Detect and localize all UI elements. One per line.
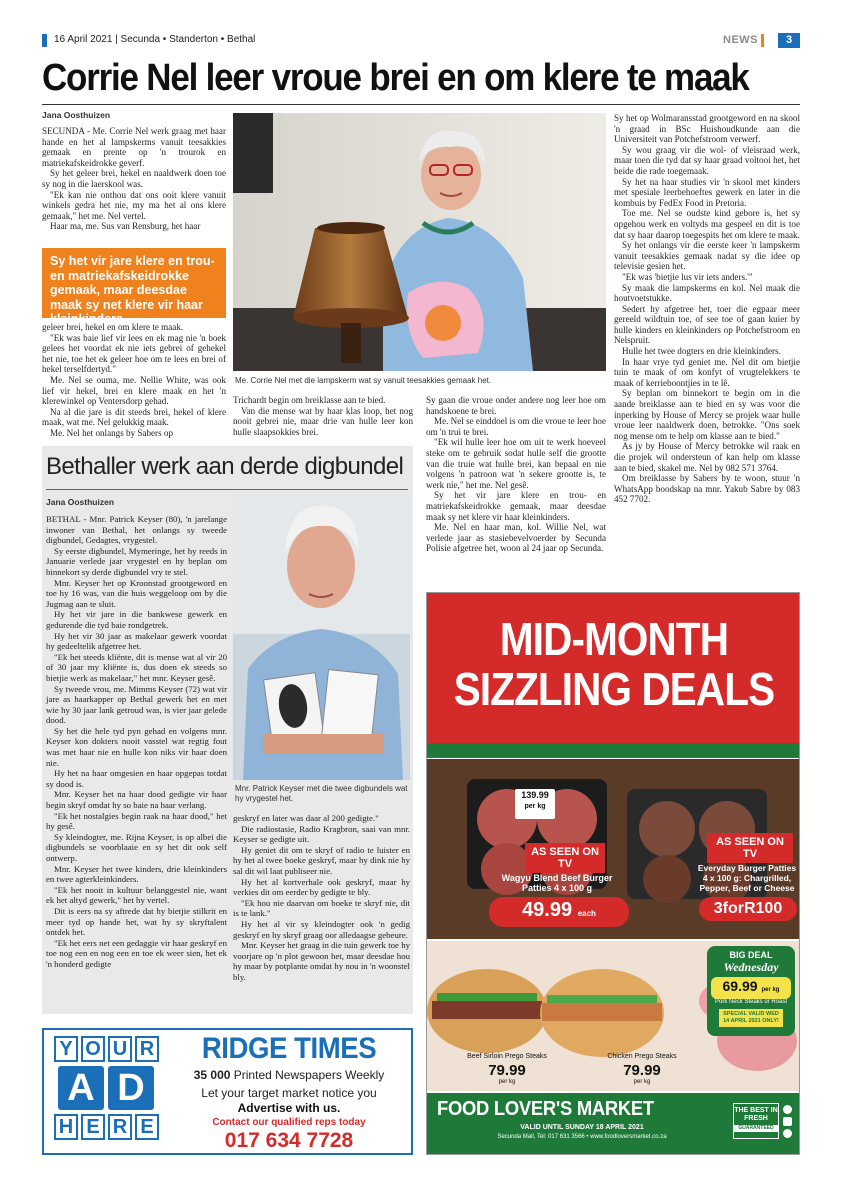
deal1-label-unit: per kg — [524, 803, 546, 810]
deal3-price: 79.99 — [488, 1062, 526, 1079]
main-col2-under-photo — [233, 395, 413, 437]
main-col1-top — [42, 126, 226, 232]
paragraph: Hy het vir 30 jaar as makelaar gewerk voordat hy gedeeltelik afgetree het. — [46, 630, 227, 652]
paragraph: Sy maak die lampskerms en kol. Nel maak die houtvoetstukke. — [614, 282, 800, 304]
instagram-icon[interactable] — [783, 1117, 792, 1126]
paragraph: "Ek het nostalgies begin raak na haar dood," het hy gesê. — [46, 810, 227, 832]
paragraph: Me. Nel se ouma, me. Nellie White, was ook lief vir hekel, brei en klere maak en het 'n klerewinkel op Ventersdorp gehad. — [42, 374, 226, 407]
valid-until: VALID UNTIL SUNDAY 18 APRIL 2021 — [520, 1124, 644, 1131]
paragraph: Me. Nel se einddoel is om die vroue te leer hoe om 'n trui te brei. — [426, 416, 606, 437]
deal4-price: 79.99 — [623, 1062, 661, 1079]
paragraph: Sy beplan om binnekort te begin om in die aande breiklasse aan te bied en sy was voor die inperking by House of Mercy se projek waar hulle vroue leer naaldwerk doen, betrokke. "Ons soek nog mense om te help om klasse aan te bied." — [614, 388, 800, 441]
paragraph: Hy geniet dit om te skryf of radio te luister en hy het al twee boeke geskryf, maar hy dink nie hy sal dit wil laat publiseer nie. — [233, 844, 410, 876]
twitter-icon[interactable] — [783, 1129, 792, 1138]
paragraph: "Ek het steeds kliënte, dit is mense wat al vir 20 of 30 jaar my kliënte is, dus doen ek steeds so bietjie werk as makelaar," het mnr. Keyser gesê. — [46, 651, 227, 683]
paragraph: Sy het op Wolmaransstad grootgeword en na skool 'n graad in BSc Huishoudkunde aan die Universiteit van Potchefstroom verwerf. — [614, 113, 800, 145]
header-accent-bar — [42, 34, 47, 47]
ridge-times-title: RIDGE TIMES — [201, 1032, 377, 1065]
header-orange-mark — [761, 34, 764, 47]
second-headline: Bethaller werk aan derde digbundel — [46, 453, 404, 480]
ridge-times-ad[interactable] — [42, 1028, 413, 1155]
badge-sub: GUARANTEED — [734, 1125, 778, 1132]
paragraph: Me. Nel en haar man, kol. Willie Nel, wat verlede jaar as stasiebevelvoerder by Secunda Polisie afgetree het, woon al 24 jaar op Secunda. — [426, 522, 606, 554]
ad-phone[interactable]: 017 634 7728 — [224, 1129, 354, 1152]
big-deal-price: 69.99 — [722, 978, 758, 994]
paragraph: Die radiostasie, Radio Kragbron, saai van mnr. Keyser se gedigte uit. — [233, 823, 410, 845]
your-ad-here-tiles — [54, 1036, 164, 1148]
main-photo-caption: Me. Corrie Nel met die lampskerm wat sy vanuit teesakkies gemaak het. — [235, 376, 492, 385]
paragraph: Trichardt begin om breiklasse aan te bied. — [233, 395, 386, 405]
deal1-price-badge — [489, 897, 629, 927]
main-col3-under-photo — [426, 395, 606, 554]
paragraph: geskryf en later was daar al 200 gedigte." — [233, 813, 379, 823]
store-line: Secunda Mall, Tel: 017 631 3566 • www.foodloversmarket.co.za — [497, 1134, 667, 1140]
paragraph: Hy het al vir sy kleindogter ook 'n gedig geskryf en hy skryf graag oor alledaagse gebeure. — [233, 918, 410, 940]
deal3-unit: per kg — [498, 1079, 516, 1085]
paragraph: Sy kleindogter, me. Rijna Keyser, is op albei die digbundels se voorblaaie en sy het dit ook self ontwerp. — [46, 831, 227, 863]
ad-line1: Let your target market notice you — [201, 1086, 377, 1100]
letter-tile: E — [135, 1114, 159, 1140]
ad-line2: Advertise with us. — [237, 1101, 341, 1115]
deal1-price: 49.99 — [522, 899, 573, 921]
paragraph: Sy wou graag vir die wol- of vleisraad werk, maar toen die tyd dat sy haar graad voltooi het, het beide die rade toegemaak. — [614, 144, 800, 176]
big-deal-unit: per kg — [761, 987, 780, 993]
as-seen-on-tv-1: AS SEEN ON TV — [525, 843, 605, 873]
social-icons — [783, 1105, 795, 1145]
paragraph: Na al die jare is dit steeds brei, hekel of klere maak, wat me. Nel gelukkig maak. — [42, 406, 226, 428]
paragraph: Me. Nel het onlangs by Sabers op — [50, 427, 173, 438]
paragraph: As jy by House of Mercy betrokke wil raak en die projek wil ondersteun of kan help om klasse aan te bied, skakel me. Nel by 082 571 3764. — [614, 441, 800, 473]
paragraph: Hy het na haar omgesien en haar opgepas totdat sy dood is. — [46, 768, 227, 789]
deal3-title: Beef Sirloin Prego Steaks — [467, 1053, 547, 1060]
paragraph: Hy het al kortverhale ook geskryf, maar hy verkies dit om eerder by gedigte te bly. — [233, 876, 410, 898]
deal1-unit: each — [577, 909, 596, 918]
pull-quote: Sy het vir jare klere en trou- en matriekafskeidrokke gemaak, maar deesdae maak sy net klere vir haar kleinkinders — [42, 248, 226, 318]
letter-tile: U — [108, 1036, 132, 1062]
headline-rule — [42, 104, 800, 105]
paragraph: "Ek was 'bietjie lus vir iets anders.'" — [622, 271, 753, 282]
brand-name: FOOD LOVER'S MARKET — [437, 1098, 654, 1120]
main-col1-bottom — [42, 322, 226, 439]
paragraph: Om breiklasse by Sabers by te woon, stuur 'n WhatsApp boodskap na mnr. Yakub Sabre by 083 452 7702. — [614, 473, 800, 505]
ad-green-stripe — [427, 743, 800, 757]
big-deal-item: Pork Neck Steaks or Roast — [714, 999, 788, 1005]
paragraph: SECUNDA - Me. Corrie Nel werk graag met haar hande en het al lampskerms vanuit teesakkies gemaak en prente op 'n trourok en matriekafskeidrokke geverf. — [42, 126, 226, 168]
paragraph: "Ek hou nie daarvan om boeke te skryf nie, dit is te lank." — [233, 897, 410, 919]
paragraph: BETHAL - Mnr. Patrick Keyser (80), 'n jarelange inwoner van Bethal, het onlangs sy tweede digbundel, Gedagtes, vrygestel. — [46, 514, 227, 546]
second-headline-rule — [46, 489, 408, 490]
paragraph: Sy het die hele tyd pyn gehad en volgens mnr. Keyser kon dokters nooit vasstel wat regtig fout was met haar nie en hulle kon niks vir haar doen nie. — [46, 725, 227, 768]
circulation-number: 35 000 — [193, 1068, 231, 1082]
ad-line3: Contact our qualified reps today — [212, 1117, 366, 1128]
paragraph: Sy het onlangs vir die eerste keer 'n lampskerm vanuit teesakkies gemaak nadat sy die idee op televisie gesien het. — [614, 240, 800, 272]
photo-illustration — [233, 113, 606, 371]
paragraph: Toe me. Nel se oudste kind gebore is, het sy opgehou werk en voltyds ma gespeel en dit is toe dat sy haar daarop toegespits het om klere te maak. — [614, 208, 800, 240]
tiles-row — [54, 1036, 164, 1062]
paragraph: "Ek was baie lief vir lees en ek mag nie 'n boek gelees het voordat ek nie iets gebrei of gehekel het nie, toe het ek geleer hoe om te lees en brei of hekel terselfdertyd." — [42, 332, 226, 375]
paragraph: Sy het vir jare klere en trou- en matriekafskeidrokke gemaak, maar deesdae maak sy net klere vir haar kleinkinders. — [426, 490, 606, 522]
date-line: 16 April 2021 | Secunda • Standerton • Bethal — [54, 34, 256, 45]
paragraph: Van die mense wat by haar klas loop, het nog nooit gebrei nie, maar drie van hulle leer kon hulle slaapsokkies brei. — [233, 405, 413, 437]
page-number: 3 — [778, 33, 800, 48]
paragraph: Sy eerste digbundel, Mymeringe, het hy reeds in Januarie verlede jaar vrygestel en hy beplan om binnekort sy derde digbundel vry te stel. — [46, 545, 227, 577]
paragraph: "Ek kan nie onthou dat ons ooit klere vanuit winkels gedra het nie, my ma het al ons klere gemaak," het me. Nel vertel. — [42, 189, 226, 221]
section-label: NEWS — [723, 34, 758, 46]
big-deal-price-badge — [711, 977, 791, 999]
letter-tile: Y — [54, 1036, 78, 1062]
paragraph: In haar vrye tyd geniet me. Nel dit om bietjie tuin te maak of om konfyt of vrugtelekkers te maak of kerrieboontjies in te lê. — [614, 356, 800, 388]
deal1-name: Wagyu Blend Beef Burger Patties 4 x 100 g — [501, 873, 613, 893]
page-header — [42, 34, 800, 48]
paragraph: "Ek wil hulle leer hoe om uit te werk hoeveel steke om te gebruik sodat hulle self die grootte van die truie wat hulle brei, kan bepaal en nie volgens 'n patroon wat 'n sekere grootte is, te werk nie," het me. Nel gesê. — [426, 437, 606, 490]
paragraph: Hulle het twee dogters en drie kleinkinders. — [622, 346, 781, 357]
paragraph: Hy het vir jare in die bankwese gewerk en gedurende die tyd baie rondgetrek. — [46, 609, 227, 630]
paragraph: Haar ma, me. Sus van Rensburg, het haar — [50, 221, 201, 232]
letter-tile: H — [54, 1114, 78, 1140]
paragraph: Sy gaan die vroue onder andere nog leer hoe om handskoene te brei. — [426, 395, 606, 416]
facebook-icon[interactable] — [783, 1105, 792, 1114]
big-deal-valid: SPECIAL VALID WED 14 APRIL 2021 ONLY! — [719, 1009, 783, 1027]
second-col1 — [46, 514, 227, 970]
main-col4 — [614, 113, 800, 505]
letter-tile: O — [81, 1036, 105, 1062]
ad-headline-1: MID-MONTH — [499, 613, 729, 665]
letter-tile-big: A — [58, 1066, 104, 1110]
paragraph: Mnr. Keyser het na haar dood gedigte vir haar begin skryf omdat hy so baie na haar verlang. — [46, 789, 227, 811]
paragraph: Sedert hy afgetree het, toer die egpaar meer gereeld wildtuin toe, of see toe of gaan kuier by hulle kinders en kleinkinders op Potchefstroom en Nelspruit. — [614, 303, 800, 346]
letter-tile: R — [108, 1114, 132, 1140]
second-byline: Jana Oosthuizen — [46, 497, 115, 507]
main-headline: Corrie Nel leer vroue brei en om klere te maak — [42, 57, 749, 99]
letter-tile: E — [81, 1114, 105, 1140]
badge-text: THE BEST IN FRESH — [734, 1107, 778, 1122]
paragraph: "Ek het nooit in kultuur belanggestel nie, want ek het altyd gewerk," het hy vertel. — [46, 884, 227, 906]
patrick-keyser-photo — [233, 494, 410, 780]
photo-illustration — [233, 494, 410, 780]
paragraph: Mnr. Keyser het graag in die tuin gewerk toe hy voorjare op 'n plot gewoon het, maar deesdae hou hy maar by potplante omdat hy nou in 'n woonstel bly. — [233, 940, 410, 982]
best-in-fresh-badge — [733, 1103, 779, 1139]
tiles-row — [54, 1114, 164, 1140]
corrie-nel-photo — [233, 113, 606, 371]
paragraph: Mnr. Keyser het twee kinders, drie kleinkinders en twee agterkleinkinders. — [46, 863, 227, 885]
paragraph: Sy het geleer brei, hekel en naaldwerk doen toe sy nog in die laerskool was. — [42, 168, 226, 189]
paragraph: Mnr. Keyser het op Kroonstad grootgeword en toe hy 16 was, van die huis weggeloop om by die Jugmag aan te sluit. — [46, 577, 227, 609]
second-col2 — [233, 813, 410, 983]
letter-tile-big: D — [108, 1066, 154, 1110]
big-deal-title: BIG DEAL — [729, 950, 773, 960]
circulation-text: Printed Newspapers Weekly — [233, 1068, 385, 1082]
main-byline: Jana Oosthuizen — [42, 110, 111, 120]
paragraph: Dit is eers na sy aftrede dat hy bietjie stilkrit en meer tyd op hande het, wat hy sy skryftalent ontdek het. — [46, 905, 227, 938]
deal4-unit: per kg — [633, 1079, 651, 1085]
deal1-label — [515, 789, 555, 819]
paragraph: "Ek het eers net een gedaggie vir haar geskryf en toe nog een en nog een en toe ek weer sien, het ek 'n honderd gedigte — [46, 937, 227, 969]
paragraph: Sy het na haar studies vir 'n skool met kinders met spesiale leerbehoeftes gewerk en later in die kombuis by FedEx Food in Pretoria. — [614, 176, 800, 208]
as-seen-on-tv-2: AS SEEN ON TV — [707, 833, 793, 863]
deal2-name: Everyday Burger Patties 4 x 100 g: Chargrilled, Pepper, Beef or Cheese — [697, 863, 797, 893]
paragraph: geleer brei, hekel en om klere te maak. — [42, 322, 184, 332]
deal2-price: 3forR100 — [699, 897, 797, 921]
deal4-title: Chicken Prego Steaks — [607, 1053, 677, 1060]
circulation-line — [174, 1068, 404, 1082]
big-deal-day: Wednesday — [723, 960, 779, 974]
letter-tile: R — [135, 1036, 159, 1062]
second-photo-caption: Mnr. Patrick Keyser met die twee digbundels wat hy vrygestel het. — [235, 784, 408, 803]
paragraph: Sy tweede vrou, me. Mimms Keyser (72) wat vir jare as haarkapper op Bethal gewerk het en met wie hy 30 jaar lank getroud was, is vier jaar gelede dood. — [46, 683, 227, 726]
ad-headline-2: SIZZLING DEALS — [453, 663, 775, 715]
food-lovers-ad[interactable] — [426, 592, 800, 1155]
deal1-label-price: 139.99 — [521, 790, 549, 800]
tiles-row — [58, 1066, 164, 1110]
